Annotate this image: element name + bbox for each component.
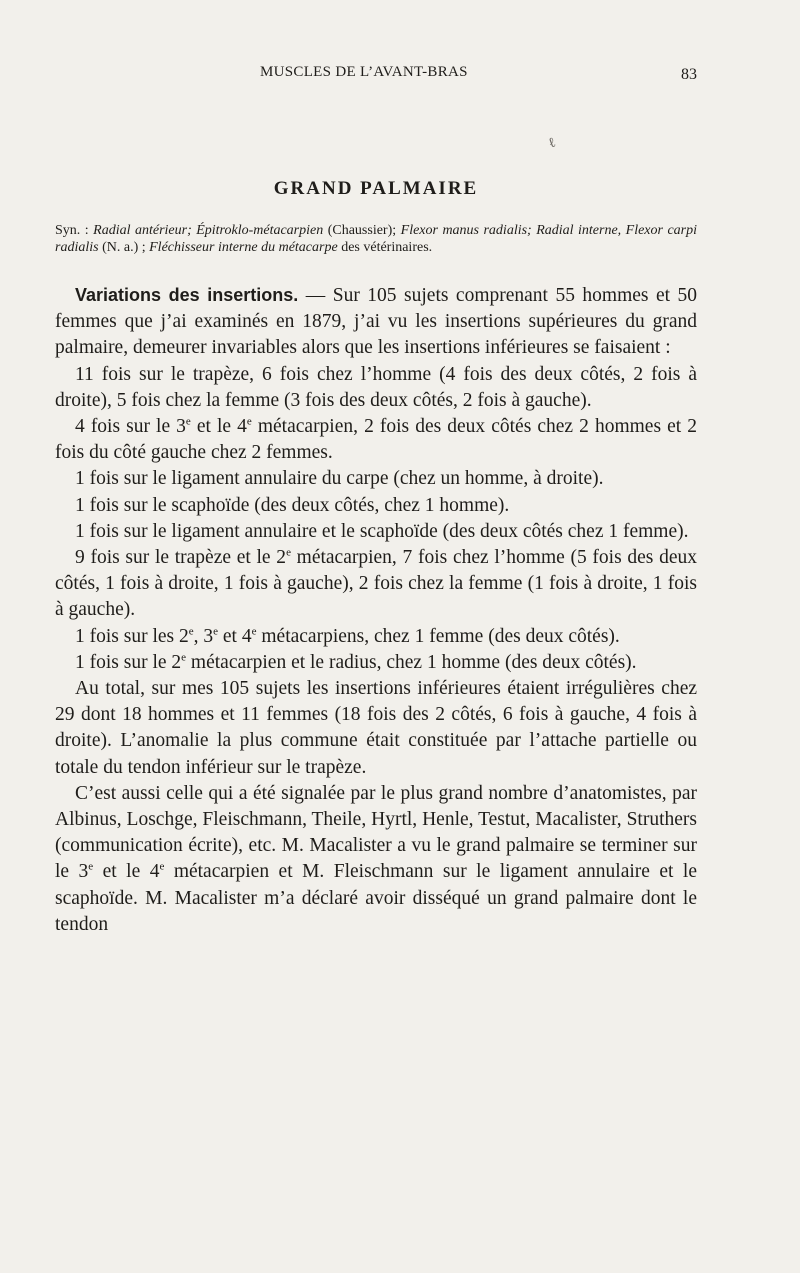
list-item: 1 fois sur le ligament annulaire et le scaphoïde (des deux côtés chez 1 femme). xyxy=(75,520,689,542)
synonym-5: Fléchisseur interne du métacarpe xyxy=(149,240,338,255)
summary-paragraph: Au total, sur mes 105 sujets les insertions inférieures étaient irrégulières chez 29 dont 18 hommes et 11 femmes (18 fois des 2 côtés, 6 fois à gauche, 4 fois à droite). L’anomalie la plus commune était constituée par l’attache partielle ou totale du tendon inférieur sur le trapèze. xyxy=(55,678,697,778)
list-item: 1 fois sur les 2e, 3e et 4e métacarpiens, chez 1 femme (des deux côtés). xyxy=(75,625,620,647)
conclusion-paragraph: C’est aussi celle qui a été signalée par le plus grand nombre d’anatomistes, par Albinus, Loschge, Fleischmann, Theile, Hyrtl, Henle, Testut, Macalister, Struthers (communication écrite), etc. M. Macalister a vu le grand palmaire se terminer sur le 3e et le 4e métacarpien et M. Fleischmann sur le ligament annulaire et le scaphoïde. M. Macalister m’a déclaré avoir disséqué un grand palmaire dont le tendon xyxy=(55,782,697,935)
synonym-6: des vétérinaires. xyxy=(341,240,433,255)
synonyms-label: Syn. : xyxy=(55,223,89,238)
list-item: 9 fois sur le trapèze et le 2e métacarpien, 7 fois chez l’homme (5 fois des deux côtés, 1 fois à droite, 1 fois à gauche), 2 fois chez la femme (1 fois à droite, 1 fois à gauche). xyxy=(55,546,697,621)
synonym-3: Flexor manus radialis; Radial interne, Flexor carpi radialis xyxy=(55,223,697,255)
synonyms-paragraph xyxy=(55,222,697,256)
intro-paragraph xyxy=(55,282,697,362)
book-page xyxy=(55,60,697,938)
list-item: 1 fois sur le scaphoïde (des deux côtés, chez 1 homme). xyxy=(75,494,510,516)
synonym-2: (Chaussier); xyxy=(327,223,397,238)
section-title: GRAND PALMAIRE xyxy=(273,178,479,199)
intro-text: — Sur 105 sujets comprenant 55 hommes et 50 femmes que j’ai examinés en 1879, j’ai vu les insertions supérieures du grand palmaire, demeurer invariables alors que les insertions inférieures se faisaient : xyxy=(55,285,698,359)
running-header xyxy=(55,60,697,90)
list-item: 1 fois sur le ligament annulaire du carpe (chez un homme, à droite). xyxy=(75,468,604,490)
synonym-1: Radial antérieur; Épitroklo-métacarpien xyxy=(93,223,324,238)
running-title: MUSCLES DE L’AVANT-BRAS xyxy=(260,64,468,80)
list-item: 11 fois sur le trapèze, 6 fois chez l’homme (4 fois des deux côtés, 2 fois à droite), 5 fois chez la femme (3 fois des deux côtés, 2 fois à gauche). xyxy=(55,363,697,411)
main-text xyxy=(55,282,697,938)
synonym-4: (N. a.) ; xyxy=(102,240,146,255)
variations-heading: Variations des insertions. xyxy=(75,285,299,305)
margin-mark: ℓ xyxy=(546,135,558,152)
page-number: 83 xyxy=(681,66,697,83)
list-item: 4 fois sur le 3e et le 4e métacarpien, 2 fois des deux côtés chez 2 hommes et 2 fois du côté gauche chez 2 femmes. xyxy=(55,415,697,464)
list-item: 1 fois sur le 2e métacarpien et le radius, chez 1 homme (des deux côtés). xyxy=(75,651,637,673)
